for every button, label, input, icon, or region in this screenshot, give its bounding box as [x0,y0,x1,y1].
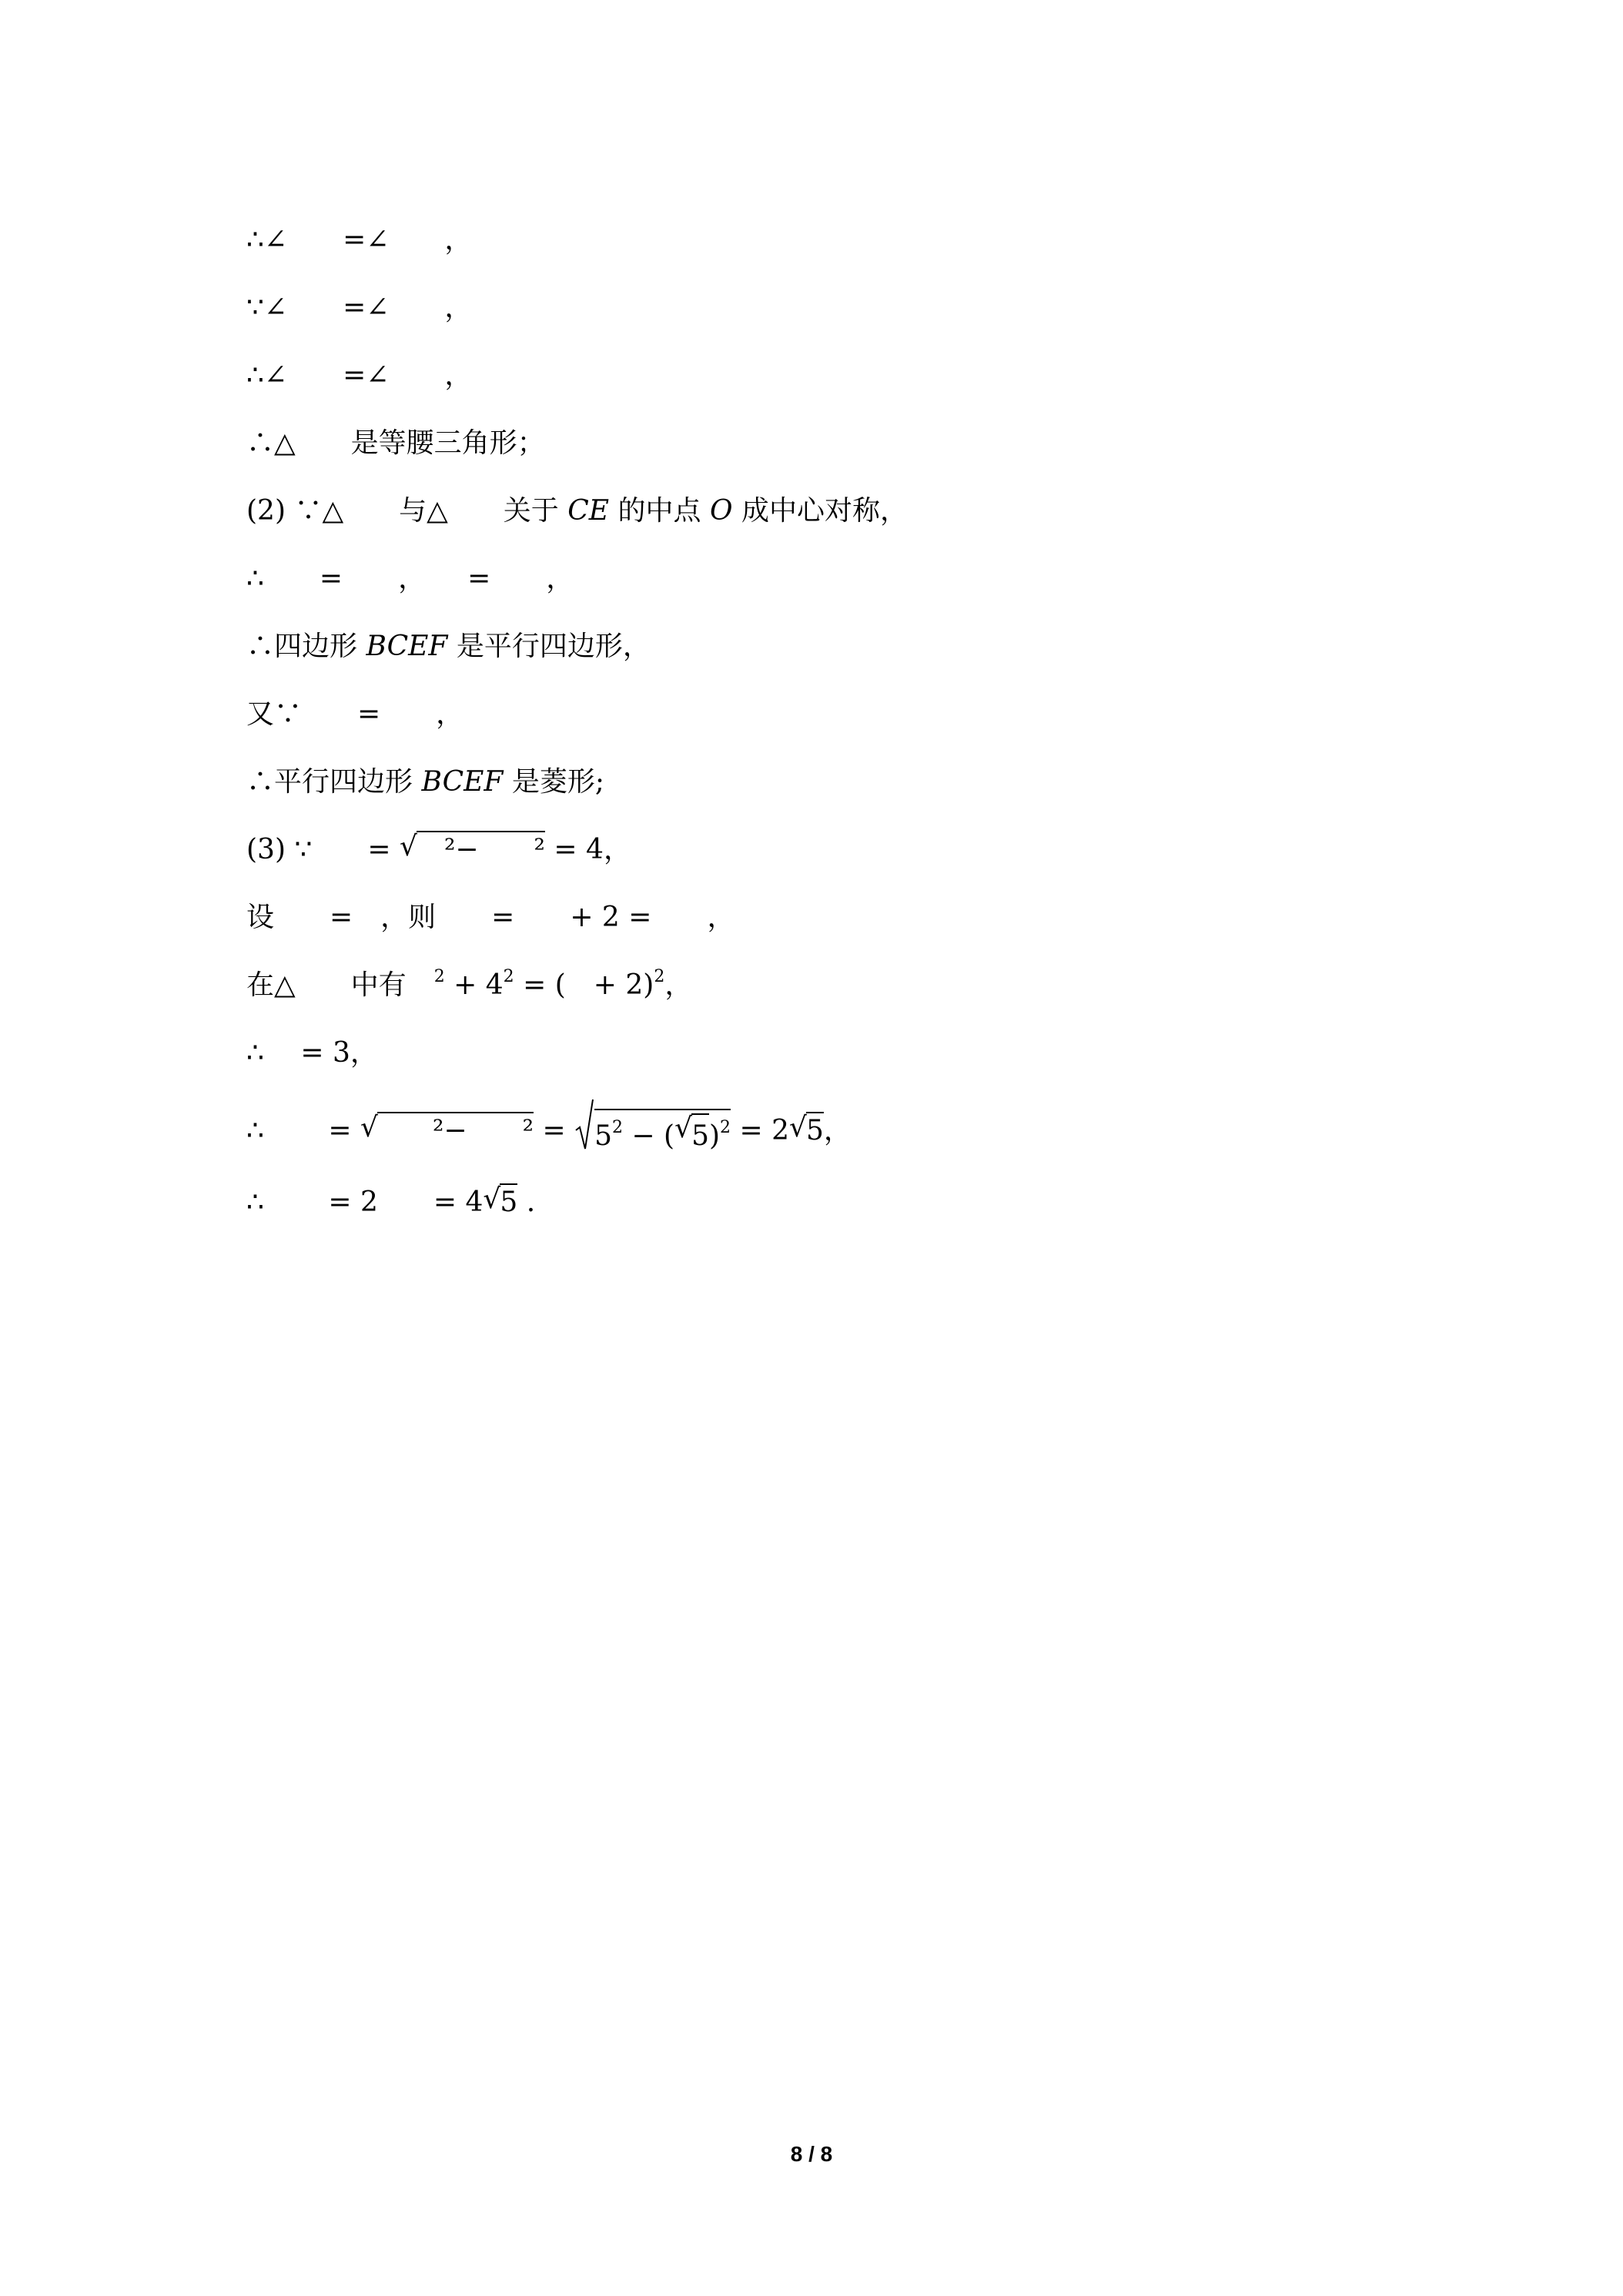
text: ) [708,1120,721,1152]
text: 的中点 [609,495,710,527]
radicand: 5 [500,1183,517,1220]
radicand: 5 [691,1113,709,1158]
exponent: 2 [503,967,514,986]
proof-line-7 [246,624,651,670]
text: 成中心对称， [732,495,908,527]
text: ∴ = 3， [246,1037,378,1069]
text: = 2 [731,1115,789,1146]
radical-sign: √ [360,1112,378,1143]
radical-sign: √ [674,1113,693,1144]
text: 是平行四边形， [447,631,651,662]
text: ∴∠ =∠ ， [246,224,473,256]
radical-sign: √ [399,831,417,862]
text: ∴ = [246,1115,360,1146]
text: ∴四边形 [246,631,366,662]
text: (3) ∵ = [246,834,400,865]
text: 是菱形; [503,766,604,798]
text: ∴平行四边形 [246,766,422,798]
proof-line-14 [246,1106,852,1152]
proof-line-2 [246,285,472,331]
radicand: 5 [806,1112,824,1149]
radicand: ²− ² [377,1112,534,1149]
text: ∴ = ， = ， [246,563,574,594]
proof-line-15 [246,1180,535,1226]
proof-line-1 [246,217,472,263]
proof-line-8 [246,691,463,738]
text: ∴∠ =∠ ， [246,360,473,391]
text: = [534,1115,575,1146]
text: 设 = ，则 = + 2 = ， [246,902,735,933]
sqrt-expression [360,1108,534,1154]
proof-line-3 [246,353,472,399]
text: (2) ∵△ 与△ 关于 [246,495,568,527]
page-indicator: 8 / 8 [790,2142,833,2166]
exponent: 2 [433,967,445,986]
text: ∴ = 2 = 4 [246,1186,484,1218]
sqrt-expression [789,1108,824,1154]
exponent: 2 [654,967,665,986]
sqrt-expression [674,1110,709,1158]
radical-sign [574,1096,594,1152]
proof-line-11 [246,895,735,941]
radical-sign: √ [789,1112,807,1143]
proof-line-5 [246,488,908,534]
point-label: O [709,495,733,527]
text: = 4， [544,834,631,865]
sqrt-expression [483,1180,517,1226]
text: + 4 [444,969,504,1001]
radicand [594,1109,731,1158]
text: ， [823,1115,852,1146]
proof-line-6 [246,556,574,602]
proof-line-13 [246,1030,378,1076]
text: = ( + 2) [514,969,654,1001]
radicand: ²− ² [417,831,545,868]
segment-label: CE [567,495,610,527]
text: − ( [622,1120,675,1152]
proof-line-9 [246,759,604,805]
quad-label: BCEF [366,631,448,662]
exponent: 2 [611,1118,623,1137]
text: 5 [594,1120,612,1152]
radical-sign: √ [483,1183,501,1215]
text: 在△ 中有 [246,969,434,1001]
proof-line-12 [246,962,692,1009]
exponent: 2 [720,1118,731,1137]
text: ∵∠ =∠ ， [246,292,473,323]
proof-line-10 [246,827,631,873]
text: ， [664,969,693,1001]
text: 又∵ = ， [246,698,464,730]
big-sqrt-expression [574,1106,731,1160]
quad-label: BCEF [421,766,504,798]
proof-line-4 [246,420,545,467]
text: ∴△ 是等腰三角形； [246,427,545,459]
text: . [517,1186,536,1218]
sqrt-expression [400,827,545,873]
